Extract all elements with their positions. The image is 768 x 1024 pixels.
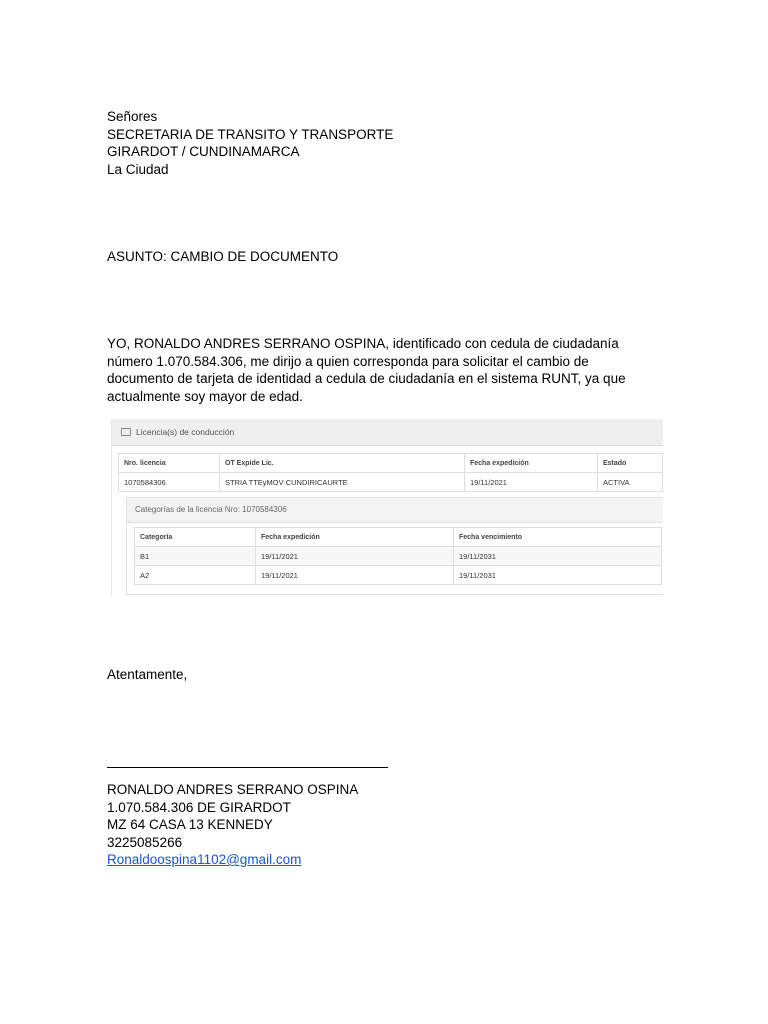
license-table-header <box>119 454 663 473</box>
license-status: ACTIVA <box>598 473 663 492</box>
signature-email-link[interactable]: Ronaldoospina1102@gmail.com <box>107 852 302 867</box>
col-category: Categoría <box>135 528 256 547</box>
closing: Atentamente, <box>107 667 188 682</box>
signature-line <box>107 767 388 768</box>
category-expiry-date: 19/11/2031 <box>454 547 662 566</box>
license-panel-header <box>112 419 663 446</box>
license-table <box>118 453 663 492</box>
signature-phone: 3225085266 <box>107 834 183 850</box>
categories-panel-header <box>127 498 663 523</box>
issuing-office: STRIA TTEyMOV CUNDIRICAURTE <box>220 473 465 492</box>
signature-address: MZ 64 CASA 13 KENNEDY <box>107 817 273 832</box>
runt-license-screenshot <box>111 419 663 595</box>
categories-panel-title: Categorías de la licencia Nro: 1070584306 <box>135 505 287 514</box>
category-code: A2 <box>135 566 256 585</box>
table-row <box>135 566 662 585</box>
col-license-number: Nro. licencia <box>119 454 220 473</box>
issue-date: 19/11/2021 <box>465 473 598 492</box>
letter-body: YO, RONALDO ANDRES SERRANO OSPINA, identificado con cedula de ciudadanía número 1.070.584.306, me dirijo a quien corresponda para solicitar el cambio de documento de tarjeta de identidad a cedula de ciudadanía en el sistema RUNT, ya que actualmente soy mayor de edad. <box>107 336 626 404</box>
table-row <box>119 473 663 492</box>
addressee-location: GIRARDOT / CUNDINAMARCA <box>107 144 300 159</box>
license-number: 1070584306 <box>119 473 220 492</box>
signature-id: 1.070.584.306 DE GIRARDOT <box>107 799 291 815</box>
addressee-organization: SECRETARIA DE TRANSITO Y TRANSPORTE <box>107 126 394 142</box>
signature-name: RONALDO ANDRES SERRANO OSPINA <box>107 782 359 797</box>
table-row <box>135 547 662 566</box>
id-card-icon <box>121 428 131 436</box>
category-code: B1 <box>135 547 256 566</box>
category-expiry-date: 19/11/2031 <box>454 566 662 585</box>
col-cat-expiry-date: Fecha vencimiento <box>454 528 662 547</box>
addressee-salutation: Señores <box>107 109 158 124</box>
categories-table-header <box>135 528 662 547</box>
col-issuing-office: OT Expide Lic. <box>220 454 465 473</box>
license-panel-title: Licencia(s) de conducción <box>136 427 235 437</box>
letter-subject: ASUNTO: CAMBIO DE DOCUMENTO <box>107 249 339 264</box>
category-issue-date: 19/11/2021 <box>256 566 454 585</box>
col-issue-date: Fecha expedición <box>465 454 598 473</box>
signature-block <box>107 781 358 869</box>
category-issue-date: 19/11/2021 <box>256 547 454 566</box>
addressee-city: La Ciudad <box>107 161 169 177</box>
categories-table <box>134 527 662 585</box>
col-cat-issue-date: Fecha expedición <box>256 528 454 547</box>
col-status: Estado <box>598 454 663 473</box>
addressee-block <box>107 108 393 178</box>
